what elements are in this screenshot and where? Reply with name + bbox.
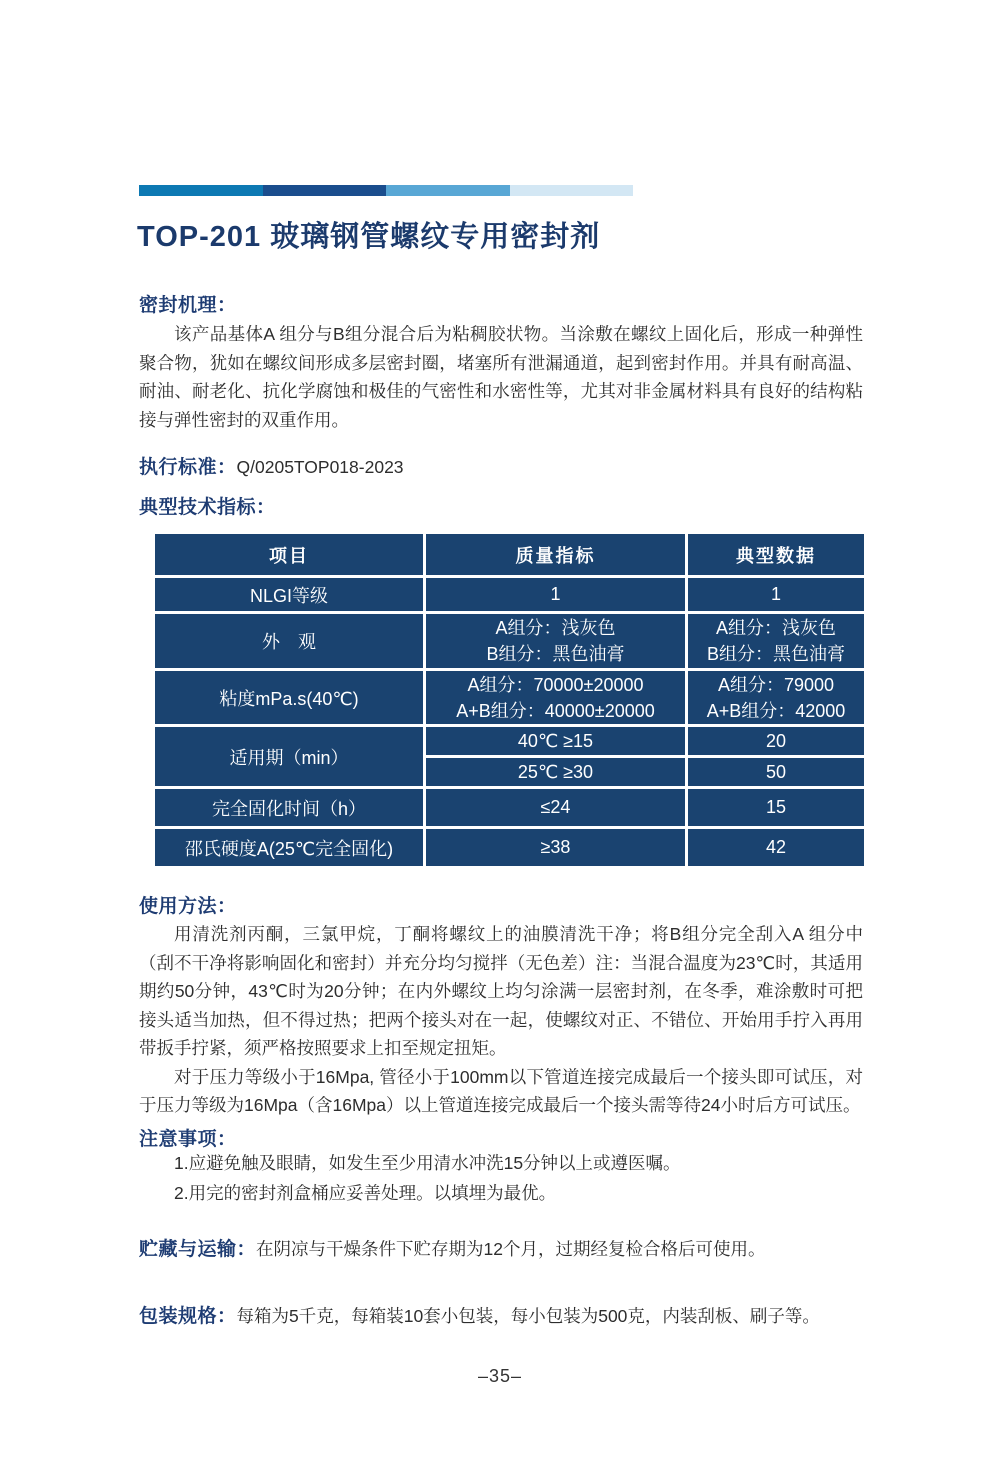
cell-line: A+B组分：42000 xyxy=(706,700,846,721)
precaution-item: 2.用完的密封剂盒桶应妥善处理。以填埋为最优。 xyxy=(174,1183,557,1203)
section-heading-mechanism: 密封机理： xyxy=(139,295,237,316)
table-cell: 1 xyxy=(425,577,687,613)
table-cell xyxy=(687,670,866,726)
table-row-viscosity xyxy=(154,670,866,726)
bar-segment-blue xyxy=(139,185,263,196)
table-cell: 15 xyxy=(687,788,866,828)
usage-paragraph-1: 用清洗剂丙酮，三氯甲烷，丁酮将螺纹上的油膜清洗干净；将B组分完全刮入A 组分中（刮不干净将影响固化和密封）并充分均匀搅拌（无色差）注：当混合温度为23℃时，其适用期约50分钟，43℃时为20分钟；在内外螺纹上均匀涂满一层密封剂，在冬季，难涂敷时可把接头适当加热，但不得过热；把两个接头对在一起，使螺纹对正、不错位、开始用手拧入再用带扳手拧紧，须严格按照要求上扣至规定扭矩。 xyxy=(139,924,863,1058)
table-cell xyxy=(425,613,687,670)
page-number: –35– xyxy=(477,1366,523,1386)
table-cell: 邵氏硬度A(25℃完全固化) xyxy=(154,828,425,868)
precautions-list xyxy=(139,1148,863,1208)
table-cell: 1 xyxy=(687,577,866,613)
table-cell: 20 xyxy=(687,726,866,757)
table-cell: NLGI等级 xyxy=(154,577,425,613)
table-cell xyxy=(687,613,866,670)
header-typical: 典型数据 xyxy=(687,533,866,577)
cell-line: B组分：黑色油膏 xyxy=(706,644,845,664)
table-header-row xyxy=(154,533,866,577)
bar-segment-paleblue xyxy=(510,185,634,196)
packaging-row xyxy=(139,1301,863,1328)
cell-line: A组分：70000±20000 xyxy=(467,674,644,695)
header-item: 项目 xyxy=(154,533,425,577)
precaution-item: 1.应避免触及眼睛，如发生至少用清水冲洗15分钟以上或遵医嘱。 xyxy=(174,1153,681,1173)
cell-line: A组分：浅灰色 xyxy=(715,618,836,638)
bar-segment-skyblue xyxy=(386,185,510,196)
standard-label: 执行标准： xyxy=(139,457,237,478)
table-row-hardness xyxy=(154,828,866,868)
section-heading-indicators: 典型技术指标： xyxy=(139,497,276,518)
usage-paragraph-2: 对于压力等级小于16Mpa, 管径小于100mm以下管道连接完成最后一个接头即可试压，对于压力等级为16Mpa（含16Mpa）以上管道连接完成最后一个接头需等待24小时后方可试压。 xyxy=(139,1066,863,1115)
decorative-color-bar xyxy=(139,185,633,196)
storage-label: 贮藏与运输： xyxy=(139,1239,257,1260)
standard-row xyxy=(139,452,863,479)
table-cell: 外 观 xyxy=(154,613,425,670)
table-row-appearance xyxy=(154,613,866,670)
cell-line: B组分：黑色油膏 xyxy=(486,644,625,664)
page-title: TOP-201 玻璃钢管螺纹专用密封剂 xyxy=(137,221,601,253)
packaging-label: 包装规格： xyxy=(139,1306,237,1327)
table-row-cure-time xyxy=(154,788,866,828)
table-cell: 42 xyxy=(687,828,866,868)
table-cell: 完全固化时间（h） xyxy=(154,788,425,828)
table-row-nlgi xyxy=(154,577,866,613)
table-cell: 适用期（min） xyxy=(154,726,425,788)
usage-paragraphs xyxy=(139,920,863,1120)
section-heading-precautions: 注意事项： xyxy=(139,1129,237,1150)
cell-line: A+B组分：40000±20000 xyxy=(456,700,655,721)
section-heading-usage: 使用方法： xyxy=(139,896,237,917)
table-cell xyxy=(425,670,687,726)
table-cell: 40℃ ≥15 xyxy=(425,726,687,757)
bar-segment-darkblue xyxy=(263,185,387,196)
mechanism-paragraph: 该产品基体A 组分与B组分混合后为粘稠胶状物。当涂敷在螺纹上固化后，形成一种弹性聚合物，犹如在螺纹间形成多层密封圈，堵塞所有泄漏通道，起到密封作用。并具有耐高温、耐油、耐老化、抗化学腐蚀和极佳的气密性和水密性等，尤其对非金属材料具有良好的结构粘接与弹性密封的双重作用。 xyxy=(139,324,863,430)
cell-line: A组分：浅灰色 xyxy=(495,618,616,638)
technical-indicators-table xyxy=(152,531,867,869)
header-quality: 质量指标 xyxy=(425,533,687,577)
table-cell: 25℃ ≥30 xyxy=(425,757,687,788)
storage-row xyxy=(139,1234,863,1261)
packaging-value: 每箱为5千克，每箱装10套小包装，每小包装为500克，内装刮板、刷子等。 xyxy=(236,1306,820,1326)
table-cell: ≥38 xyxy=(425,828,687,868)
table-row-potlife-1 xyxy=(154,726,866,757)
standard-value: Q/0205TOP018-2023 xyxy=(236,457,404,477)
table-cell: 50 xyxy=(687,757,866,788)
storage-value: 在阴凉与干燥条件下贮存期为12个月，过期经复检合格后可使用。 xyxy=(256,1239,766,1259)
cell-line: A组分：79000 xyxy=(717,674,835,695)
table-cell: 粘度mPa.s(40℃) xyxy=(154,670,425,726)
table-cell: ≤24 xyxy=(425,788,687,828)
